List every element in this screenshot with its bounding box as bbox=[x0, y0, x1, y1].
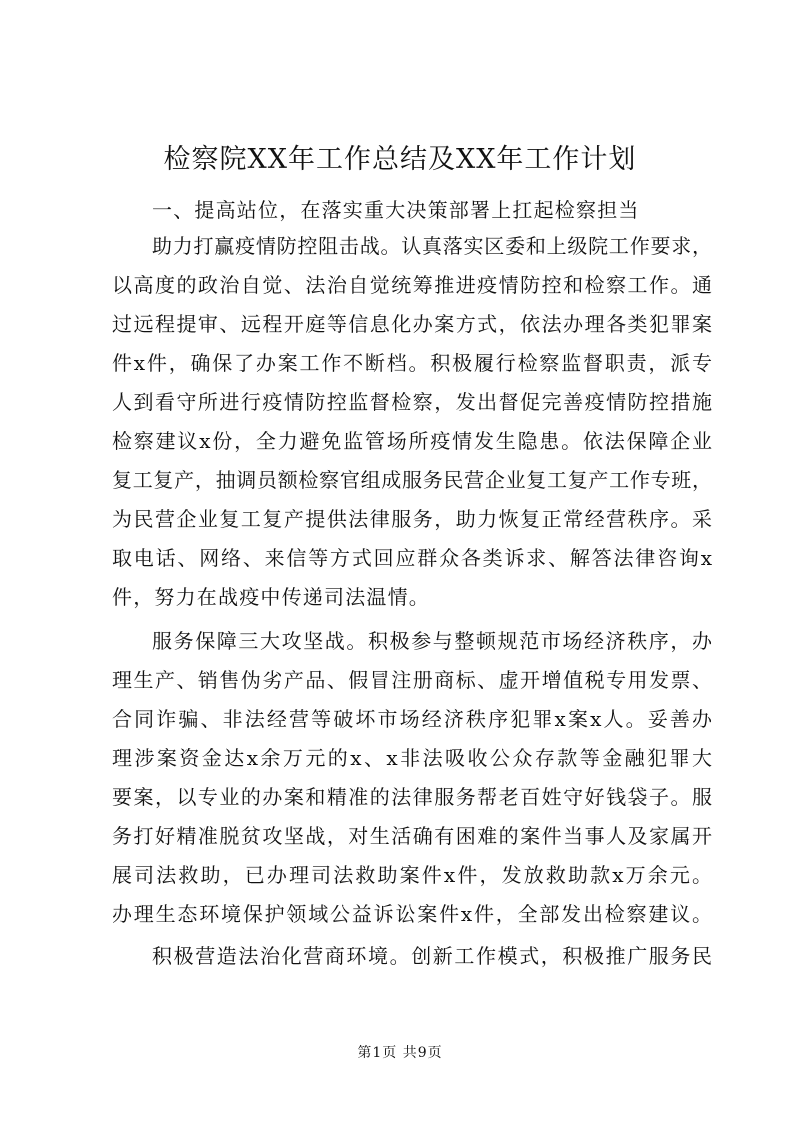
page-footer: 第1页 共9页 bbox=[357, 1045, 443, 1061]
body-line: 复工复产，抽调员额检察官组成服务民营企业复工复产工作专班， bbox=[112, 468, 712, 492]
body-line: 服务保障三大攻坚战。积极参与整顿规范市场经济秩序，办 bbox=[152, 629, 712, 653]
body-line: 展司法救助，已办理司法救助案件x件，发放救助款x万余元。 bbox=[112, 863, 712, 887]
section-heading: 一、提高站位，在落实重大决策部署上扛起检察担当 bbox=[152, 198, 640, 222]
body-line: 办理生态环境保护领域公益诉讼案件x件，全部发出检察建议。 bbox=[112, 902, 712, 926]
body-line: 理生产、销售伪劣产品、假冒注册商标、虚开增值税专用发票、 bbox=[112, 668, 712, 692]
body-line: 合同诈骗、非法经营等破坏市场经济秩序犯罪x案x人。妥善办 bbox=[112, 707, 712, 731]
body-line: 检察建议x份，全力避免监管场所疫情发生隐患。依法保障企业 bbox=[112, 429, 712, 453]
body-line: 积极营造法治化营商环境。创新工作模式，积极推广服务民 bbox=[152, 944, 712, 968]
body-line: 过远程提审、远程开庭等信息化办案方式，依法办理各类犯罪案 bbox=[112, 312, 712, 336]
body-line: 要案，以专业的办案和精准的法律服务帮老百姓守好钱袋子。服 bbox=[112, 785, 712, 809]
body-line: 以高度的政治自觉、法治自觉统筹推进疫情防控和检察工作。通 bbox=[112, 273, 712, 297]
body-line: 助力打赢疫情防控阻击战。认真落实区委和上级院工作要求， bbox=[152, 234, 712, 258]
body-line: 理涉案资金达x余万元的x、x非法吸收公众存款等金融犯罪大 bbox=[112, 746, 712, 770]
body-line: 为民营企业复工复产提供法律服务，助力恢复正常经营秩序。采 bbox=[112, 507, 712, 531]
body-line: 件x件，确保了办案工作不断档。积极履行检察监督职责，派专 bbox=[112, 351, 712, 375]
body-line: 件，努力在战疫中传递司法温情。 bbox=[112, 585, 430, 609]
body-line: 务打好精准脱贫攻坚战，对生活确有困难的案件当事人及家属开 bbox=[112, 824, 712, 848]
document-title: 检察院XX年工作总结及XX年工作计划 bbox=[163, 144, 637, 175]
body-line: 取电话、网络、来信等方式回应群众各类诉求、解答法律咨询x bbox=[112, 546, 712, 570]
body-line: 人到看守所进行疫情防控监督检察，发出督促完善疫情防控措施 bbox=[112, 390, 712, 414]
